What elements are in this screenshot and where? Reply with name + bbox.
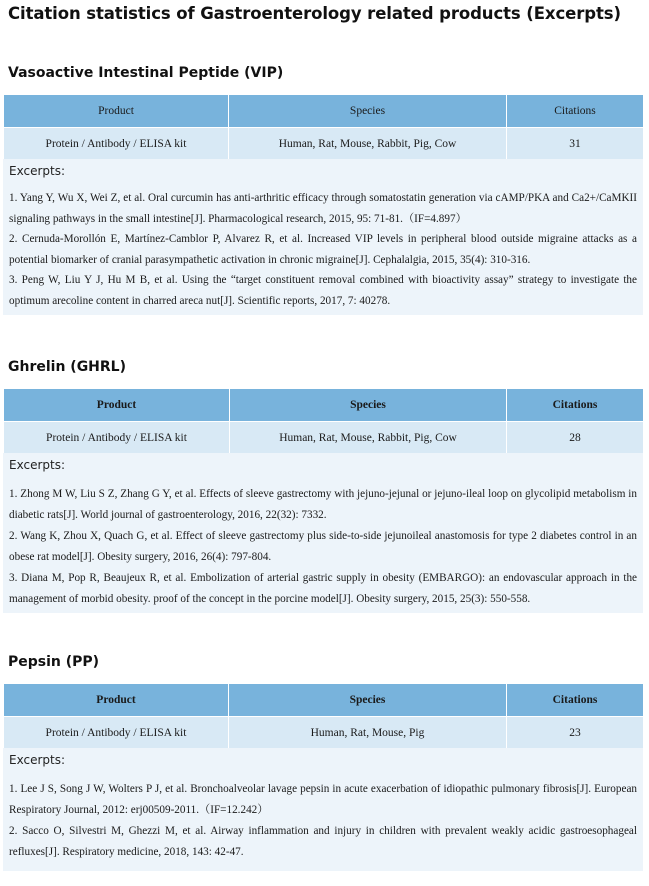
table-header-row <box>4 95 644 128</box>
citation-table <box>3 683 644 749</box>
reference-list <box>9 779 637 863</box>
header-product: Product <box>4 95 229 128</box>
table-row <box>4 422 644 454</box>
cell-species: Human, Rat, Mouse, Pig <box>229 717 507 749</box>
reference-list <box>9 484 637 610</box>
header-citations: Citations <box>507 684 644 717</box>
reference-list <box>9 188 637 311</box>
section-heading: Pepsin (PP) <box>8 654 100 670</box>
cell-product: Protein / Antibody / ELISA kit <box>4 717 229 749</box>
header-citations: Citations <box>507 95 644 128</box>
cell-product: Protein / Antibody / ELISA kit <box>4 128 229 160</box>
section-heading: Ghrelin (GHRL) <box>8 359 127 375</box>
cell-citations: 31 <box>507 128 644 160</box>
excerpts-label: Excerpts: <box>9 753 66 767</box>
reference-item: 3. Peng W, Liu Y J, Hu M B, et al. Using the “target constituent removal combined with bioactivity assay” strategy to investigate the optimum arecoline content in charred areca nut[J]. Scientific reports, 2017, 7: 40278. <box>9 274 637 307</box>
excerpts-box <box>3 453 643 613</box>
cell-citations: 23 <box>507 717 644 749</box>
excerpts-label: Excerpts: <box>9 458 66 472</box>
header-species: Species <box>229 684 507 717</box>
header-product: Product <box>4 684 229 717</box>
reference-item: 3. Diana M, Pop R, Beaujeux R, et al. Embolization of arterial gastric supply in obesity (EMBARGO): an endovascular approach in the management of morbid obesity. proof of the concept in the porcine model[J]. Obesity surgery, 2015, 25(3): 550-558. <box>9 572 637 605</box>
reference-item: 2. Wang K, Zhou X, Quach G, et al. Effect of sleeve gastrectomy plus side-to-side jejunoileal anastomosis for type 2 diabetes control in an obese rat model[J]. Obesity surgery, 2016, 26(4): 797-804. <box>9 530 637 563</box>
cell-product: Protein / Antibody / ELISA kit <box>4 422 230 454</box>
cell-species: Human, Rat, Mouse, Rabbit, Pig, Cow <box>230 422 507 454</box>
header-citations: Citations <box>507 389 644 422</box>
excerpts-box <box>3 748 643 871</box>
cell-citations: 28 <box>507 422 644 454</box>
table-header-row <box>4 684 644 717</box>
header-species: Species <box>229 95 507 128</box>
excerpts-label: Excerpts: <box>9 164 66 178</box>
reference-item: 2. Sacco O, Silvestri M, Ghezzi M, et al. Airway inflammation and injury in children with prevalent weakly acidic gastroesophageal refluxes[J]. Respiratory medicine, 2018, 143: 42-47. <box>9 825 637 858</box>
excerpts-box <box>3 159 643 315</box>
section-heading: Vasoactive Intestinal Peptide (VIP) <box>8 65 284 81</box>
reference-item: 1. Zhong M W, Liu S Z, Zhang G Y, et al. Effects of sleeve gastrectomy with jejuno-jejunal or jejuno-ileal loop on glycolipid metabolism in diabetic rats[J]. World journal of gastroenterology, 2016, 22(32): 7332. <box>9 488 637 521</box>
header-species: Species <box>230 389 507 422</box>
cell-species: Human, Rat, Mouse, Rabbit, Pig, Cow <box>229 128 507 160</box>
reference-item: 1. Lee J S, Song J W, Wolters P J, et al. Bronchoalveolar lavage pepsin in acute exacerbation of idiopathic pulmonary fibrosis[J]. European Respiratory Journal, 2012: erj00509-2011.（IF=12.242） <box>9 783 637 816</box>
reference-item: 1. Yang Y, Wu X, Wei Z, et al. Oral curcumin has anti-arthritic efficacy through somatostatin generation via cAMP/PKA and Ca2+/CaMKII signaling pathways in the small intestine[J]. Pharmacological research, 2015, 95: 71-81.（IF=4.897） <box>9 192 637 225</box>
header-product: Product <box>4 389 230 422</box>
reference-item: 2. Cernuda-Morollón E, Martínez-Camblor P, Alvarez R, et al. Increased VIP levels in peripheral blood outside migraine attacks as a potential biomarker of cranial parasympathetic activation in chronic migraine[J]. Cephalalgia, 2015, 35(4): 310-316. <box>9 233 637 266</box>
citation-table <box>3 94 644 160</box>
table-row <box>4 717 644 749</box>
citation-table <box>3 388 644 454</box>
table-row <box>4 128 644 160</box>
page-title: Citation statistics of Gastroenterology related products (Excerpts) <box>8 4 621 23</box>
table-header-row <box>4 389 644 422</box>
